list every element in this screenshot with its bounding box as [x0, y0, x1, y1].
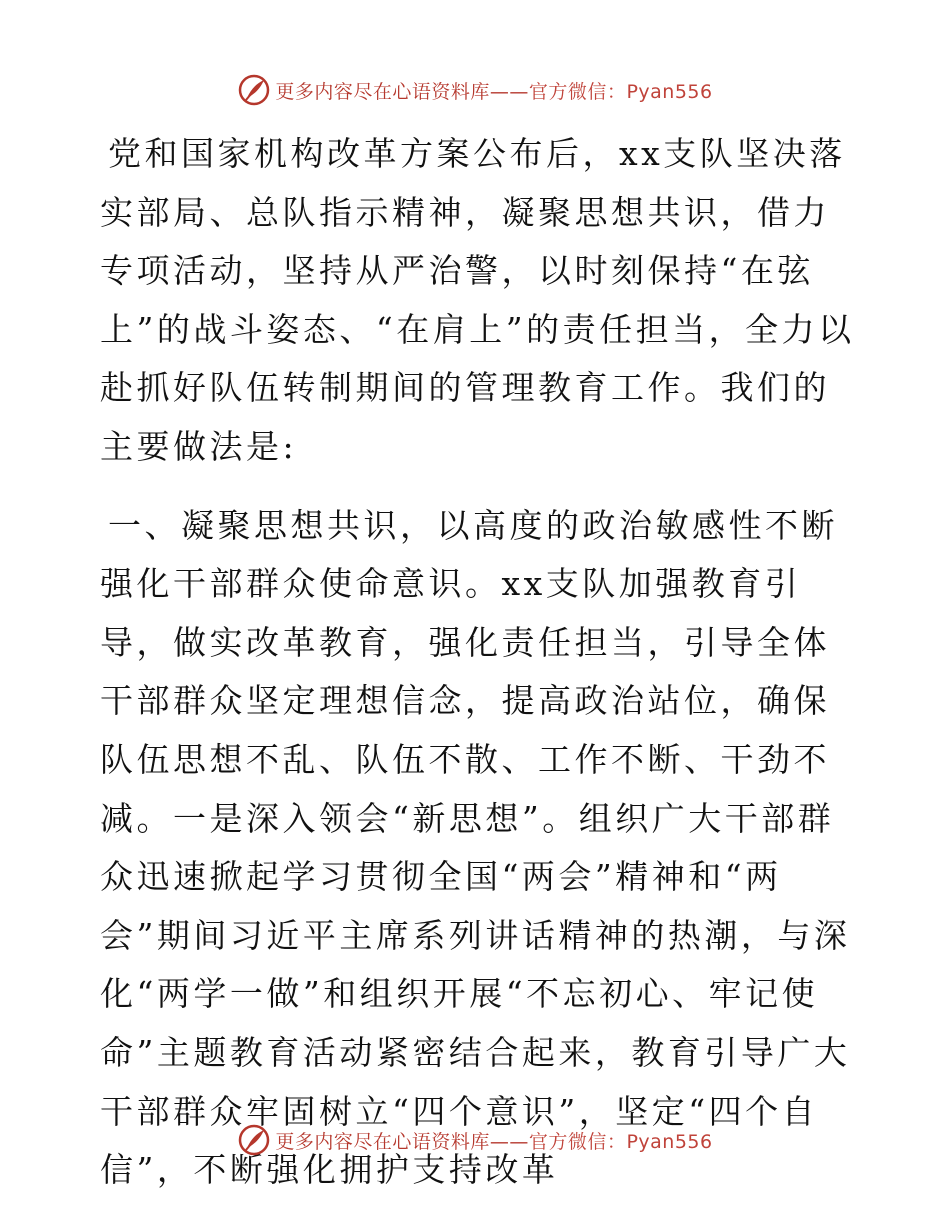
paragraph-intro: 党和国家机构改革方案公布后，xx支队坚决落实部局、总队指示精神，凝聚思想共识，借力专项活动，坚持从严治警，以时刻保持“在弦上”的战斗姿态、“在肩上”的责任担当，全力以赴抓好队伍转制期间的管理教育工作。我们的主要做法是:	[100, 134, 855, 466]
document-body	[100, 125, 860, 1220]
watermark-wechat-id: Pyan556	[626, 80, 713, 103]
watermark-banner-bottom	[0, 1120, 950, 1160]
feather-pen-icon	[237, 1123, 271, 1157]
watermark-wechat-label: 官方微信：	[528, 80, 627, 103]
feather-pen-icon	[237, 73, 271, 107]
watermark-banner-top	[0, 70, 950, 110]
watermark-wechat-id: Pyan556	[626, 1130, 713, 1153]
watermark-site-text: 更多内容尽在心语资料库	[275, 80, 490, 103]
watermark-text	[275, 1127, 712, 1154]
watermark-separator: ——	[489, 1130, 529, 1153]
watermark-wechat-label: 官方微信：	[528, 1130, 627, 1153]
watermark-separator: ——	[489, 80, 529, 103]
watermark-site-text: 更多内容尽在心语资料库	[275, 1130, 490, 1153]
watermark-text	[275, 77, 712, 104]
paragraph-section-one: 一、凝聚思想共识，以高度的政治敏感性不断强化干部群众使命意识。xx支队加强教育引导，做实改革教育，强化责任担当，引导全体干部群众坚定理想信念，提高政治站位，确保队伍思想不乱、队伍不散、工作不断、干劲不减。一是深入领会“新思想”。组织广大干部群众迅速掀起学习贯彻全国“两会”精神和“两会”期间习近平主席系列讲话精神的热潮，与深化“两学一做”和组织开展“不忘初心、牢记使命”主题教育活动紧密结合起来，教育引导广大干部群众牢固树立“四个意识”，坚定“四个自信”，不断强化拥护支持改革	[100, 505, 851, 1190]
